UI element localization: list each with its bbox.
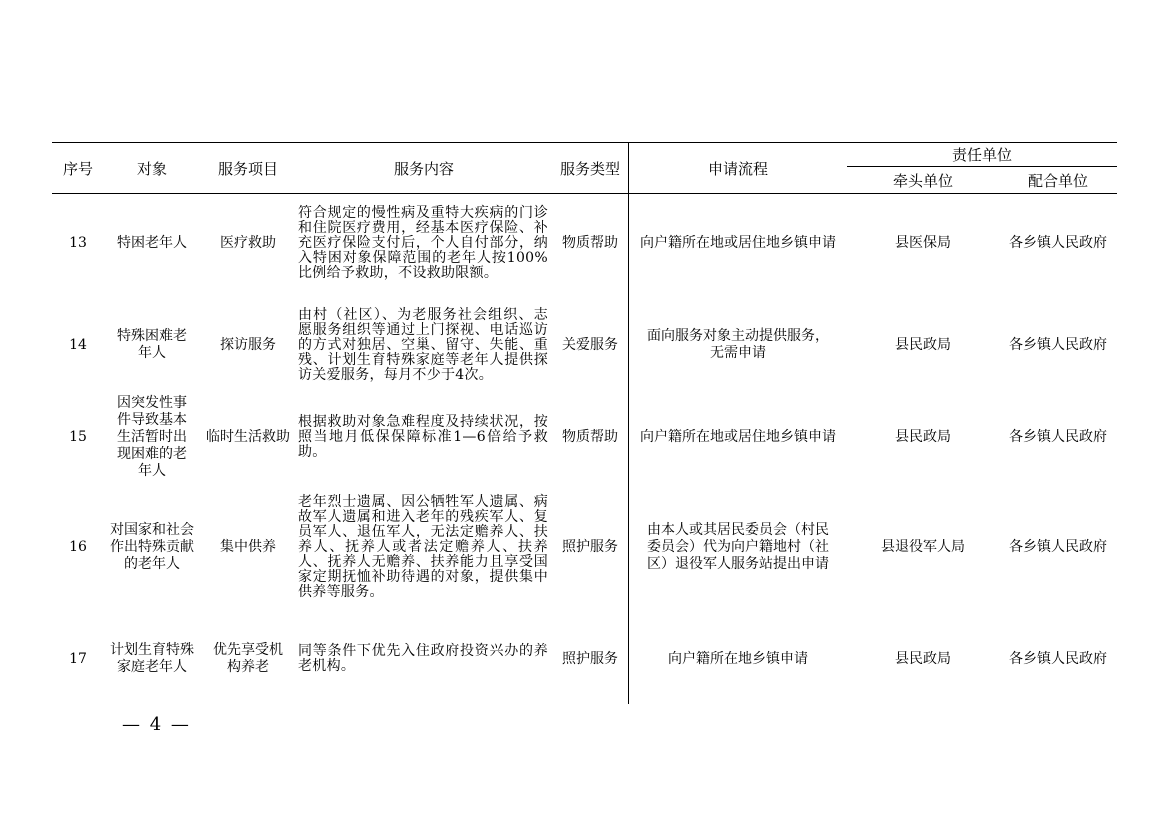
header-bottom-border <box>52 193 1117 194</box>
row-type: 关爱服务 <box>562 336 618 353</box>
header-lead: 牵头单位 <box>892 171 953 190</box>
row-no: 14 <box>69 336 87 353</box>
header-item: 服务项目 <box>217 159 278 178</box>
row-lead: 县民政局 <box>895 336 951 353</box>
row-assist: 各乡镇人民政府 <box>1009 336 1107 353</box>
row-target: 对国家和社会 作出特殊贡献 的老年人 <box>110 521 194 572</box>
row-content <box>298 295 548 395</box>
row-content <box>298 479 548 615</box>
row-type: 物质帮助 <box>562 428 618 445</box>
row-no: 16 <box>69 538 87 555</box>
header-type: 服务类型 <box>559 159 620 178</box>
header-content: 服务内容 <box>393 159 454 178</box>
row-content-text: 根据救助对象急难程度及持续状况，按照当地月低保保障标准1—6倍给予救助。 <box>298 413 548 460</box>
row-assist: 各乡镇人民政府 <box>1009 428 1107 445</box>
row-lead: 县民政局 <box>895 428 951 445</box>
row-item: 优先享受机 构养老 <box>213 642 283 675</box>
row-process: 向户籍所在地或居住地乡镇申请 <box>640 234 836 251</box>
row-content-text: 同等条件下优先入住政府投资兴办的养老机构。 <box>298 643 548 674</box>
row-target: 特困老年人 <box>117 234 187 251</box>
row-target: 特殊困难老 年人 <box>117 328 187 361</box>
row-target: 计划生育特殊 家庭老年人 <box>110 642 194 675</box>
row-item: 医疗救助 <box>220 234 276 251</box>
row-item: 探访服务 <box>220 336 276 353</box>
row-lead: 县医保局 <box>895 234 951 251</box>
row-content <box>298 395 548 479</box>
row-no: 13 <box>69 234 87 251</box>
header-assist: 配合单位 <box>1027 171 1088 190</box>
row-no: 17 <box>69 650 87 667</box>
row-process: 由本人或其居民委员会（村民 委员会）代为向户籍地村（社 区）退役军人服务站提出申请 <box>647 521 829 572</box>
row-type: 照护服务 <box>562 650 618 667</box>
row-lead: 县民政局 <box>895 650 951 667</box>
row-no: 15 <box>69 428 87 445</box>
row-target: 因突发性事 件导致基本 生活暂时出 现困难的老 年人 <box>117 394 187 479</box>
row-process: 面向服务对象主动提供服务， 无需申请 <box>647 328 829 361</box>
row-assist: 各乡镇人民政府 <box>1009 538 1107 555</box>
header-process: 申请流程 <box>707 159 768 178</box>
row-content-text: 符合规定的慢性病及重特大疾病的门诊和住院医疗费用，经基本医疗保险、补充医疗保险支付后，个人自付部分，纳入特困对象保障范围的老年人按100%比例给予救助，不设救助限额。 <box>298 204 548 281</box>
row-process: 向户籍所在地乡镇申请 <box>668 650 808 667</box>
row-type: 物质帮助 <box>562 234 618 251</box>
row-process: 向户籍所在地或居住地乡镇申请 <box>640 428 836 445</box>
row-content <box>298 195 548 291</box>
header-responsible: 责任单位 <box>951 146 1012 164</box>
row-item: 临时生活救助 <box>206 428 290 445</box>
row-content <box>298 630 548 688</box>
row-assist: 各乡镇人民政府 <box>1009 650 1107 667</box>
header-target: 对象 <box>136 159 167 178</box>
row-content-text: 老年烈士遗属、因公牺牲军人遗属、病故军人遗属和进入老年的残疾军人、复员军人、退伍军人，无法定赡养人、扶养人、抚养人或者法定赡养人、扶养人、抚养人无赡养、扶养能力且享受国家定期抚恤补助待遇的对象，提供集中供养等服务。 <box>298 493 548 600</box>
row-lead: 县退役军人局 <box>881 538 965 555</box>
row-item: 集中供养 <box>220 538 276 555</box>
row-type: 照护服务 <box>562 538 618 555</box>
page-number: — 4 — <box>122 714 191 735</box>
row-assist: 各乡镇人民政府 <box>1009 234 1107 251</box>
row-content-text: 由村（社区）、为老服务社会组织、志愿服务组织等通过上门探视、电话巡访的方式对独居、空巢、留守、失能、重残、计划生育特殊家庭等老年人提供探访关爱服务，每月不少于4次。 <box>298 306 548 383</box>
header-no: 序号 <box>62 159 93 178</box>
